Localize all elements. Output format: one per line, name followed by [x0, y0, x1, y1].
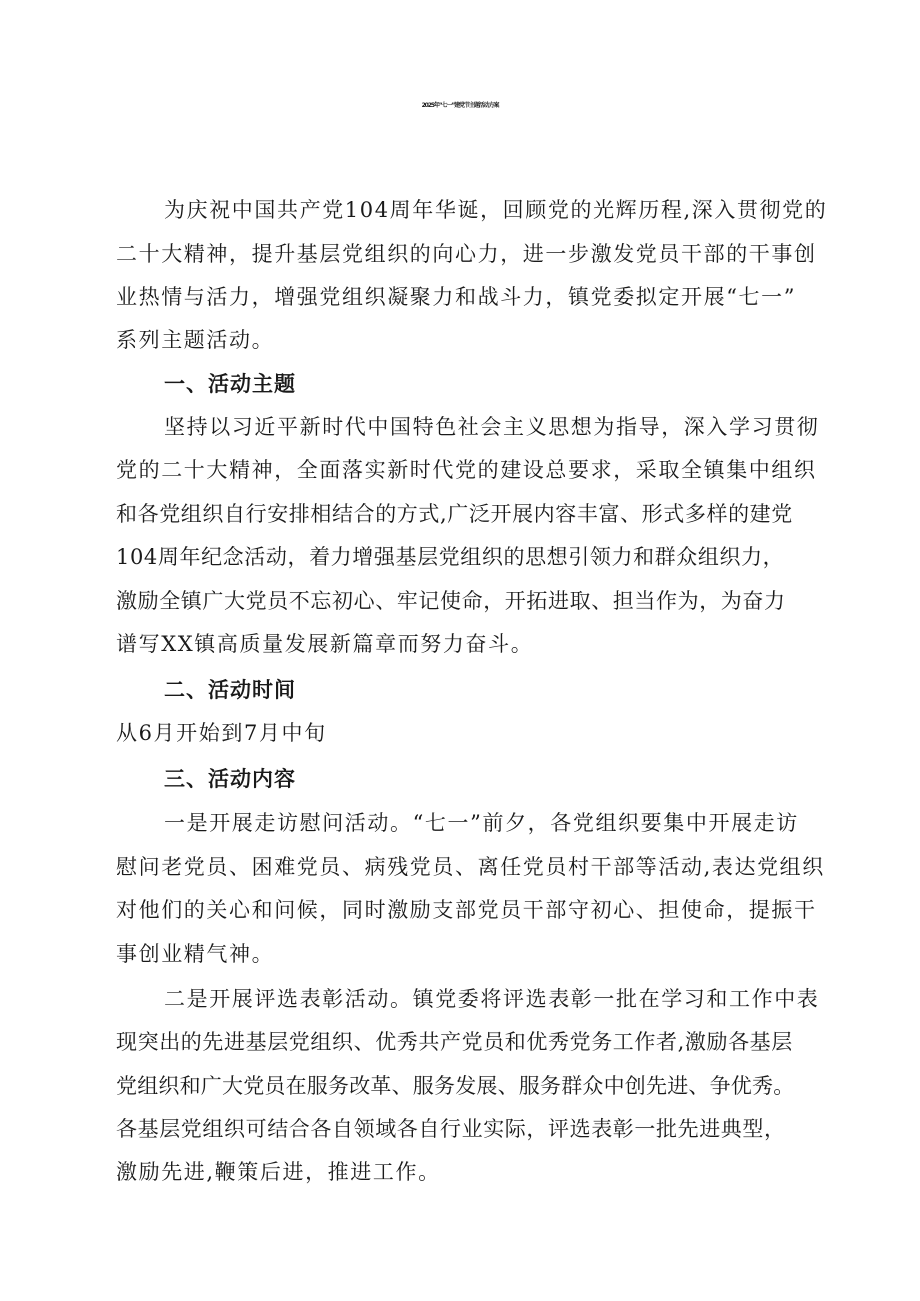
theme-line: 104周年纪念活动，着力增强基层党组织的思想引领力和群众组织力，: [116, 545, 785, 569]
content-para1-line: 对他们的关心和问候，同时激励支部党员干部守初心、担使命，提振干: [116, 898, 817, 922]
section-heading-time: 二、活动时间: [164, 678, 296, 702]
theme-line: 谱写XX镇高质量发展新篇章而努力奋斗。: [116, 632, 534, 656]
content-para2-line: 现突出的先进基层党组织、优秀共产党员和优秀党务工作者,激励各基层: [116, 1030, 793, 1054]
content-para2-line: 激励先进,鞭策后进，推进工作。: [116, 1160, 441, 1184]
section-heading-content: 三、活动内容: [164, 767, 296, 791]
intro-line: 为庆祝中国共产党104周年华诞，回顾党的光辉历程,深入贯彻党的: [164, 198, 828, 222]
content-para1-line: 一是开展走访慰问活动。“七一”前夕，各党组织要集中开展走访: [164, 811, 799, 835]
document-title: 2025年“七一”建党节主题活动方案: [421, 102, 499, 109]
time-line: 从6月开始到7月中旬: [116, 721, 327, 745]
section-heading-theme: 一、活动主题: [164, 372, 296, 396]
content-para1-line: 慰问老党员、困难党员、病残党员、离任党员村干部等活动,表达党组织: [116, 855, 825, 879]
intro-line: 业热情与活力，增强党组织凝聚力和战斗力，镇党委拟定开展“七一”: [116, 285, 797, 309]
intro-line: 系列主题活动。: [116, 328, 275, 352]
theme-line: 和各党组织自行安排相结合的方式,广泛开展内容丰富、形式多样的建党: [116, 502, 793, 526]
theme-line: 党的二十大精神，全面落实新时代党的建设总要求，采取全镇集中组织: [116, 458, 817, 482]
content-para2-line: 二是开展评选表彰活动。镇党委将评选表彰一批在学习和工作中表: [164, 987, 820, 1011]
content-para1-line: 事创业精气神。: [116, 942, 275, 966]
theme-line: 坚持以习近平新时代中国特色社会主义思想为指导，深入学习贯彻: [164, 415, 820, 439]
theme-line: 激励全镇广大党员不忘初心、牢记使命，开拓进取、担当作为，为奋力: [116, 589, 786, 613]
content-para2-line: 各基层党组织可结合各自领域各自行业实际，评选表彰一批先进典型，: [116, 1117, 786, 1141]
intro-line: 二十大精神，提升基层党组织的向心力，进一步激发党员干部的干事创: [116, 242, 817, 266]
content-para2-line: 党组织和广大党员在服务改革、服务发展、服务群众中创先进、争优秀。: [116, 1074, 795, 1098]
